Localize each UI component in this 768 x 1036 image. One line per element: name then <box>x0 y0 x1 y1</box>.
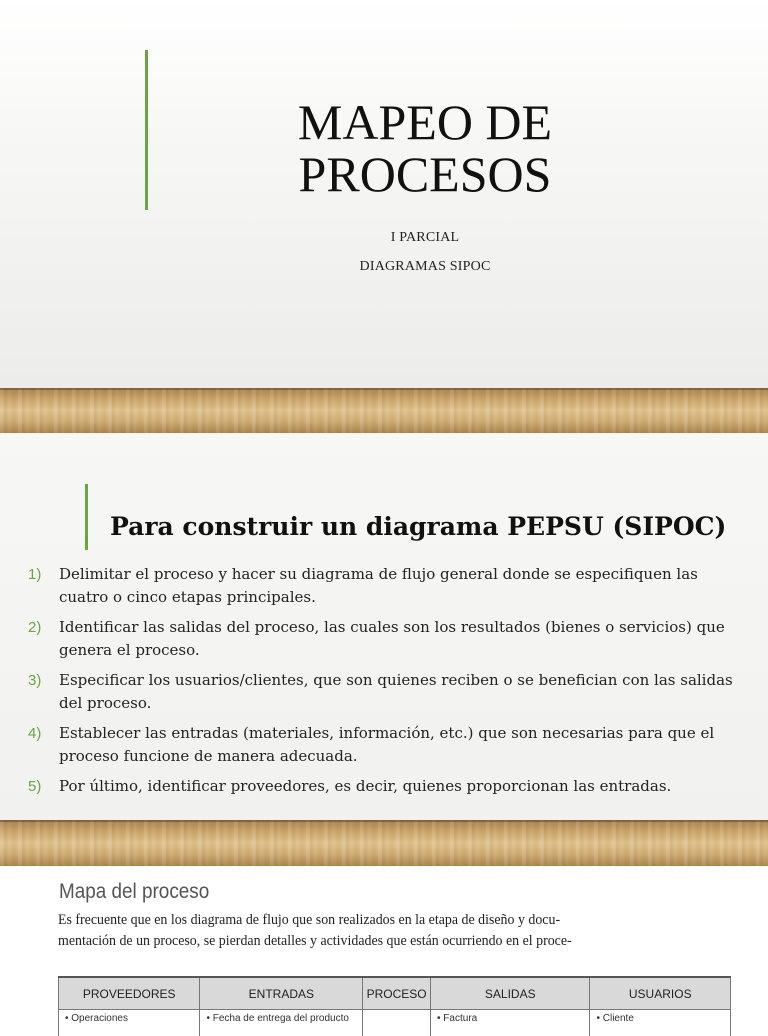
subtitle-parcial: I PARCIAL <box>180 230 670 246</box>
cell-salidas: • Factura <box>431 1010 590 1036</box>
section-heading: Mapa del proceso <box>59 880 209 904</box>
step-text: Identificar las salidas del proceso, las cuales son los resultados (bienes o servicios) que genera el proceso. <box>59 616 748 662</box>
header-entradas: ENTRADAS <box>200 977 363 1010</box>
header-proveedores: PROVEEDORES <box>59 977 200 1010</box>
body-paragraph <box>58 910 596 952</box>
step-text: Establecer las entradas (materiales, información, etc.) que son necesarias para que el proceso funcione de manera adecuada. <box>59 722 748 768</box>
header-salidas: SALIDAS <box>431 977 590 1010</box>
process-map-slide <box>0 866 768 1024</box>
list-item <box>28 563 748 609</box>
paragraph-line: Es frecuente que en los diagrama de flujo que son realizados en la etapa de diseño y docu- <box>58 910 596 931</box>
step-text: Especificar los usuarios/clientes, que son quienes reciben o se benefician con las salidas del proceso. <box>59 669 748 715</box>
table-row <box>59 1010 731 1036</box>
steps-slide <box>0 433 768 820</box>
step-number: 3) <box>28 669 41 693</box>
subtitle-diagramas: DIAGRAMAS SIPOC <box>180 259 670 275</box>
header-proceso: PROCESO <box>363 977 431 1010</box>
slide-title: Para construir un diagrama PEPSU (SIPOC) <box>110 512 726 541</box>
table-header-row <box>59 977 731 1010</box>
step-number: 1) <box>28 563 41 587</box>
step-number: 2) <box>28 616 41 640</box>
title-line-2: PROCESOS <box>180 148 670 200</box>
wood-divider <box>0 388 768 433</box>
title-line-1: MAPEO DE <box>180 96 670 148</box>
list-item <box>28 722 748 768</box>
title-slide <box>0 0 768 388</box>
step-text: Delimitar el proceso y hacer su diagrama de flujo general donde se especifiquen las cuatro o cinco etapas principales. <box>59 563 748 609</box>
accent-bar <box>145 50 148 210</box>
list-item <box>28 775 748 798</box>
cell-proveedores: • Operaciones <box>59 1010 200 1036</box>
accent-bar <box>85 484 88 550</box>
cell-entradas: • Fecha de entrega del producto <box>200 1010 363 1036</box>
list-item <box>28 616 748 662</box>
steps-list <box>28 563 748 805</box>
header-usuarios: USUARIOS <box>590 977 731 1010</box>
step-number: 4) <box>28 722 41 746</box>
paragraph-line: mentación de un proceso, se pierdan detalles y actividades que están ocurriendo en el proce- <box>58 931 596 952</box>
wood-divider <box>0 820 768 866</box>
list-item <box>28 669 748 715</box>
slide-title <box>180 96 670 200</box>
sipoc-table <box>58 976 731 1036</box>
cell-usuarios: • Cliente <box>590 1010 731 1036</box>
cell-proceso <box>363 1010 431 1036</box>
step-text: Por último, identificar proveedores, es decir, quienes proporcionan las entradas. <box>59 775 748 798</box>
step-number: 5) <box>28 775 41 799</box>
